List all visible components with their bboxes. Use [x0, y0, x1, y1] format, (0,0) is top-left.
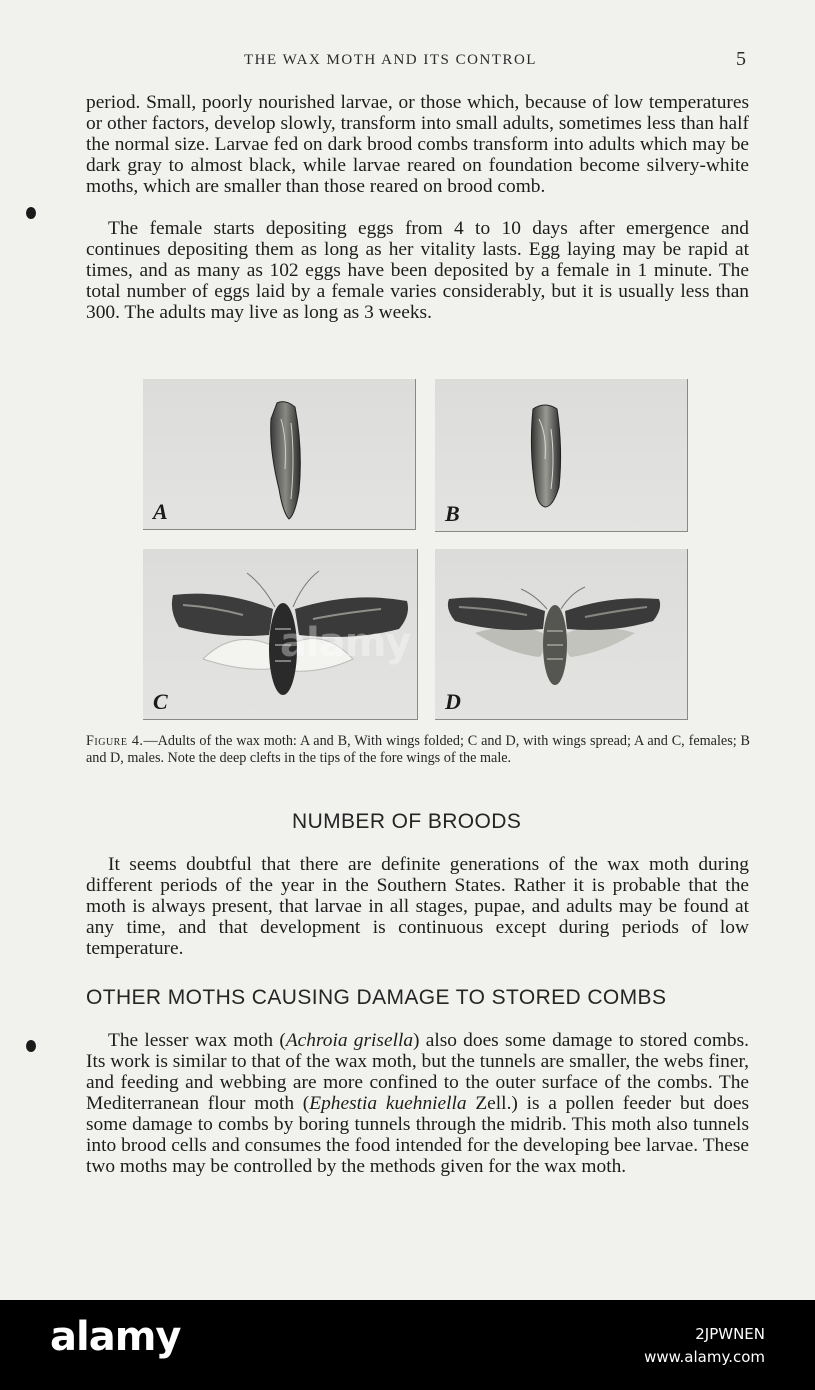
running-title: THE WAX MOTH AND ITS CONTROL — [244, 52, 537, 68]
image-id: 2JPWNEN — [695, 1325, 765, 1343]
paragraph-other-moths — [86, 1030, 749, 1177]
panel-label-c: C — [153, 689, 168, 714]
paragraph-egg-laying — [86, 218, 749, 323]
paragraph-text: The female starts depositing eggs from 4 to 10 days after emergence and continues depositing them as long as her vitality lasts. Egg laying may be rapid at times, and as many as 102 eggs have been deposited by a female in 1 minute. The total number of eggs laid by a female varies considerably, but it is usually less than 300. The adults may live as long as 3 weeks. — [86, 218, 749, 323]
watermark: alamy — [280, 620, 411, 666]
punch-hole — [26, 1040, 36, 1052]
moth-folded-female-image — [143, 379, 415, 529]
paragraph-text: period. Small, poorly nourished larvae, or those which, because of low temperatures or other factors, develop slowly, transform into small adults, sometimes less than half the normal size. Larvae fed on dark brood combs transform into adults which may be dark gray to almost black, while larvae reared on foundation become silvery-white moths, which are smaller than those reared on brood comb. — [86, 92, 749, 197]
paragraph-text: It seems doubtful that there are definite generations of the wax moth during different periods of the year in the Southern States. Rather it is probable that the moth is always present, that larvae in all stages, pupae, and adults may be found at any time, and that development is continuous except during periods of low temperature. — [86, 854, 749, 959]
figure-panel-b — [435, 379, 688, 532]
species-name: Achroia grisella — [285, 1030, 414, 1051]
stock-footer-bar — [0, 1300, 815, 1390]
panel-label-d: D — [445, 689, 461, 714]
section-heading-number-of-broods: NUMBER OF BROODS — [292, 810, 522, 833]
page-number: 5 — [736, 48, 746, 70]
species-name: Ephestia kuehniella — [309, 1093, 467, 1114]
moth-folded-male-image — [435, 379, 687, 531]
text-run: The lesser wax moth ( — [108, 1030, 286, 1051]
moth-spread-male-image — [435, 549, 687, 719]
panel-label-a: A — [153, 499, 168, 524]
text-run: Zell.) is a pollen feeder but does some damage to combs by boring tunnels through the midrib. This moth also tunnels into brood cells and consumes the food intended for the developing bee larvae. These two moths may be controlled by the methods given for the wax moth. — [86, 1093, 749, 1177]
figure-panel-a — [143, 379, 416, 530]
figure-panel-d — [435, 549, 688, 720]
panel-label-b: B — [445, 501, 460, 526]
text-run: ) also does some damage to stored combs. Its work is similar to that of the wax moth, but the tunnels are smaller, the webs finer, and feeding and webbing are more confined to the outer surface of the combs. The Mediterranean flour moth ( — [86, 1030, 749, 1114]
figure-caption-lead: Figure 4. — [86, 733, 144, 749]
figure-caption-text: —Adults of the wax moth: A and B, With wings folded; C and D, with wings spread; A and C, females; B and D, males. Note the deep clefts in the tips of the fore wings of the male. — [86, 733, 750, 766]
paragraph-text — [86, 1030, 749, 1177]
paragraph-broods — [86, 854, 749, 959]
alamy-logo: alamy — [50, 1314, 181, 1360]
site-url: www.alamy.com — [644, 1348, 765, 1366]
figure-caption — [86, 733, 750, 766]
section-heading-other-moths: OTHER MOTHS CAUSING DAMAGE TO STORED COMBS — [86, 986, 667, 1009]
image-id-block — [644, 1323, 765, 1369]
punch-hole — [26, 207, 36, 219]
paragraph-larvae-size — [86, 92, 749, 197]
figure-wax-moth-adults — [143, 379, 689, 721]
